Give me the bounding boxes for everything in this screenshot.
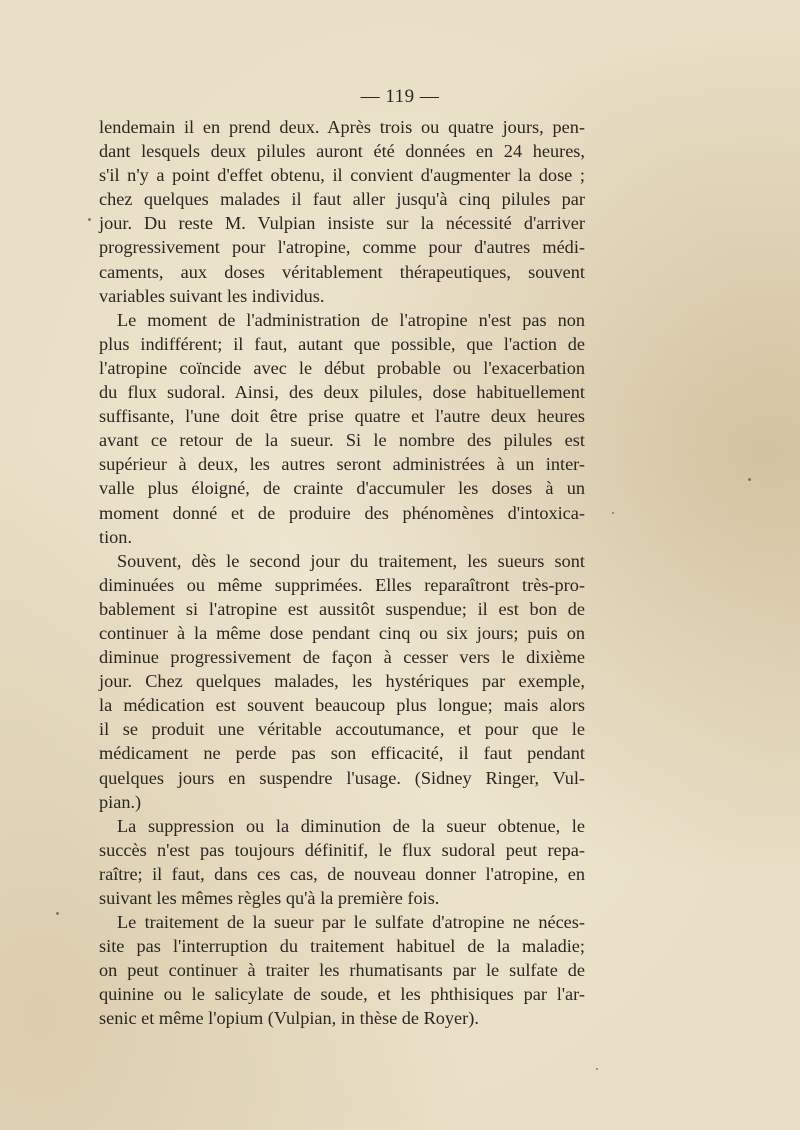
text-line: variables suivant les individus. xyxy=(99,285,325,306)
paragraph xyxy=(99,549,585,814)
text-line: tion. xyxy=(99,526,133,547)
text-line: Le traitement de la sueur par le sulfate d'atropine ne néces- xyxy=(117,912,585,933)
text-line: plus indifférent; il faut, autant que possible, que l'action de xyxy=(99,333,585,354)
text-line: quinine ou le salicylate de soude, et les phthisiques par l'ar- xyxy=(99,984,585,1005)
paper-speck xyxy=(596,1068,598,1070)
text-line: senic et même l'opium (Vulpian, in thèse de Royer). xyxy=(99,1008,479,1029)
text-line: raître; il faut, dans ces cas, de nouveau donner l'atropine, en xyxy=(99,863,585,884)
text-line: avant ce retour de la sueur. Si le nombre des pilules est xyxy=(99,430,585,451)
text-line: La suppression ou la diminution de la sueur obtenue, le xyxy=(117,815,585,836)
paragraph xyxy=(99,910,585,1030)
text-line: suivant les mêmes règles qu'à la première fois. xyxy=(99,888,440,908)
text-line: progressivement pour l'atropine, comme pour d'autres médi- xyxy=(99,237,585,258)
text-line: la médication est souvent beaucoup plus longue; mais alors xyxy=(99,695,585,716)
text-line: dant lesquels deux pilules auront été données en 24 heures, xyxy=(99,141,585,162)
text-line: lendemain il en prend deux. Après trois ou quatre jours, pen- xyxy=(99,117,585,137)
text-line: moment donné et de produire des phénomènes d'intoxica- xyxy=(99,502,585,523)
text-line: site pas l'interruption du traitement habituel de la maladie; xyxy=(99,936,585,957)
text-line: chez quelques malades il faut aller jusqu'à cinq pilules par xyxy=(99,189,585,210)
paragraph xyxy=(99,308,585,549)
text-line: diminuées ou même supprimées. Elles reparaîtront très-pro- xyxy=(99,574,585,595)
body-text xyxy=(99,115,585,1031)
paper-speck xyxy=(56,912,59,915)
text-line: valle plus éloigné, de crainte d'accumuler les doses à un xyxy=(99,478,585,499)
text-line: l'atropine coïncide avec le début probable ou l'exacerbation xyxy=(99,357,585,378)
page-number: — 119 — xyxy=(360,86,440,107)
text-line: on peut continuer à traiter les rhumatisants par le sulfate de xyxy=(99,960,585,981)
text-line: jour. Chez quelques malades, les hystériques par exemple, xyxy=(99,671,585,692)
paper-speck xyxy=(88,218,91,221)
text-line: suffisante, l'une doit être prise quatre et l'autre deux heures xyxy=(99,406,585,427)
text-line: diminue progressivement de façon à cesser vers le dixième xyxy=(99,647,585,668)
text-line: il se produit une véritable accoutumance, et pour que le xyxy=(99,719,585,740)
text-line: quelques jours en suspendre l'usage. (Sidney Ringer, Vul- xyxy=(99,767,585,788)
paper-speck xyxy=(748,478,751,481)
paragraph xyxy=(99,115,585,308)
text-line: supérieur à deux, les autres seront administrées à un inter- xyxy=(99,454,585,475)
paper-speck xyxy=(612,512,614,514)
text-line: bablement si l'atropine est aussitôt suspendue; il est bon de xyxy=(99,598,585,619)
text-line: succès n'est pas toujours définitif, le flux sudoral peut repa- xyxy=(99,839,585,860)
text-line: s'il n'y a point d'effet obtenu, il convient d'augmenter la dose ; xyxy=(99,165,585,186)
text-line: jour. Du reste M. Vulpian insiste sur la nécessité d'arriver xyxy=(99,213,585,234)
text-line: continuer à la même dose pendant cinq ou six jours; puis on xyxy=(99,622,585,643)
text-line: pian.) xyxy=(99,791,142,812)
text-line: caments, aux doses véritablement thérapeutiques, souvent xyxy=(99,261,585,282)
text-line: Le moment de l'administration de l'atropine n'est pas non xyxy=(117,309,585,330)
paragraph xyxy=(99,814,585,910)
text-line: médicament ne perde pas son efficacité, il faut pendant xyxy=(99,743,585,764)
text-line: Souvent, dès le second jour du traitement, les sueurs sont xyxy=(117,550,585,571)
text-line: du flux sudoral. Ainsi, des deux pilules, dose habituellement xyxy=(99,382,585,403)
